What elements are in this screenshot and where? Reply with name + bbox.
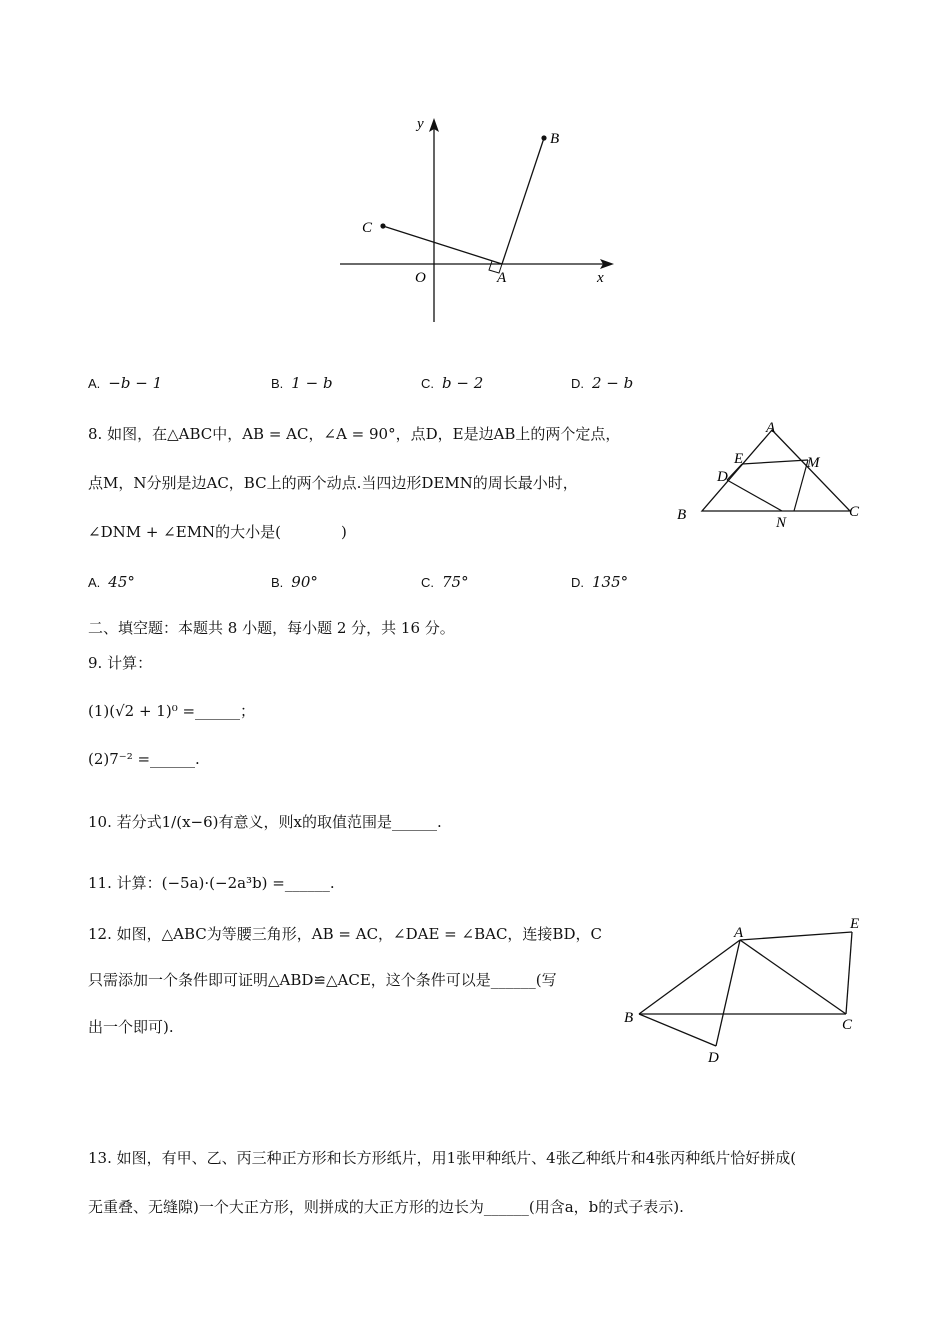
q12-line-2: 只需添加一个条件即可证明△ABD≌△ACE，这个条件可以是______(写 xyxy=(88,971,557,989)
label-A: A xyxy=(497,270,507,286)
label-B: B xyxy=(550,131,560,147)
q8-option-d[interactable] xyxy=(571,573,628,591)
option-value: 135° xyxy=(592,573,629,591)
segment-BD xyxy=(639,1014,716,1046)
option-value: 45° xyxy=(108,573,135,591)
q7-coordinate-figure xyxy=(330,108,630,333)
q8-option-b[interactable] xyxy=(271,573,318,591)
label-O: O xyxy=(415,270,426,286)
q7-option-a[interactable] xyxy=(88,374,162,392)
q13-line-2: 无重叠、无缝隙)一个大正方形，则拼成的大正方形的边长为______(用含a，b的式子表示). xyxy=(88,1198,684,1216)
option-label: C. xyxy=(421,376,434,391)
q8-line-3: ∠DNM + ∠EMN的大小是( ) xyxy=(88,523,347,541)
option-label: C. xyxy=(421,575,434,590)
q8-option-a[interactable] xyxy=(88,573,135,591)
label-x: x xyxy=(597,270,604,286)
segment-AC xyxy=(383,226,502,264)
point-C xyxy=(380,223,385,228)
option-value: 2 − b xyxy=(592,374,634,392)
label-A: A xyxy=(766,420,776,436)
option-label: A. xyxy=(88,575,101,590)
option-value: 90° xyxy=(291,573,318,591)
label-A: A xyxy=(734,925,744,941)
point-B xyxy=(541,135,546,140)
segment-AB xyxy=(639,940,740,1014)
q12-triangle-figure xyxy=(618,910,868,1070)
q7-option-d[interactable] xyxy=(571,374,633,392)
option-label: D. xyxy=(571,575,584,590)
q10-text: 10. 若分式1/(x−6)有意义，则x的取值范围是______. xyxy=(88,813,442,831)
option-value: b − 2 xyxy=(442,374,484,392)
label-E: E xyxy=(850,916,860,932)
q9-part-1: (1)(√2 + 1)⁰ =______； xyxy=(88,702,256,720)
label-B: B xyxy=(624,1010,634,1026)
label-C: C xyxy=(362,220,373,236)
segment-DN xyxy=(727,480,782,511)
label-C: C xyxy=(842,1017,853,1033)
segment-AC xyxy=(740,940,846,1014)
segment-EM xyxy=(742,460,808,464)
q8-option-c[interactable] xyxy=(421,573,469,591)
label-E: E xyxy=(734,451,744,467)
q9-part-2: (2)7⁻² =______. xyxy=(88,750,200,768)
label-D: D xyxy=(717,469,728,485)
option-value: 1 − b xyxy=(291,374,333,392)
segment-AB xyxy=(502,138,544,264)
label-y: y xyxy=(417,116,424,132)
label-B: B xyxy=(677,507,687,523)
q11-text: 11. 计算：(−5a)·(−2a³b) =______. xyxy=(88,874,335,892)
segment-EC xyxy=(846,932,852,1014)
option-value: −b − 1 xyxy=(108,374,163,392)
segment-AD xyxy=(716,940,740,1046)
label-D: D xyxy=(708,1050,719,1066)
option-label: B. xyxy=(271,575,284,590)
label-N: N xyxy=(776,515,787,531)
q13-line-1: 13. 如图，有甲、乙、丙三种正方形和长方形纸片，用1张甲种纸片、4张乙种纸片和4张丙种纸片恰好拼成( xyxy=(88,1149,797,1167)
q8-line-1: 8. 如图，在△ABC中，AB = AC，∠A = 90°，点D，E是边AB上的两个定点， xyxy=(88,425,621,443)
q8-line-2: 点M，N分别是边AC，BC上的两个动点.当四边形DEMN的周长最小时， xyxy=(88,474,578,492)
segment-AE xyxy=(740,932,852,940)
segment-MN xyxy=(794,460,808,511)
option-value: 75° xyxy=(442,573,469,591)
option-label: A. xyxy=(88,376,101,391)
q7-option-b[interactable] xyxy=(271,374,333,392)
option-label: D. xyxy=(571,376,584,391)
q12-line-1: 12. 如图，△ABC为等腰三角形，AB = AC，∠DAE = ∠BAC，连接BD，C xyxy=(88,925,602,943)
section-2-heading: 二、填空题：本题共 8 小题，每小题 2 分，共 16 分。 xyxy=(88,619,455,637)
label-M: M xyxy=(807,455,820,471)
q8-triangle-figure xyxy=(672,418,872,533)
label-C: C xyxy=(849,504,860,520)
q7-option-c[interactable] xyxy=(421,374,483,392)
q9-title: 9. 计算： xyxy=(88,654,153,672)
option-label: B. xyxy=(271,376,284,391)
q12-line-3: 出一个即可). xyxy=(88,1018,174,1036)
